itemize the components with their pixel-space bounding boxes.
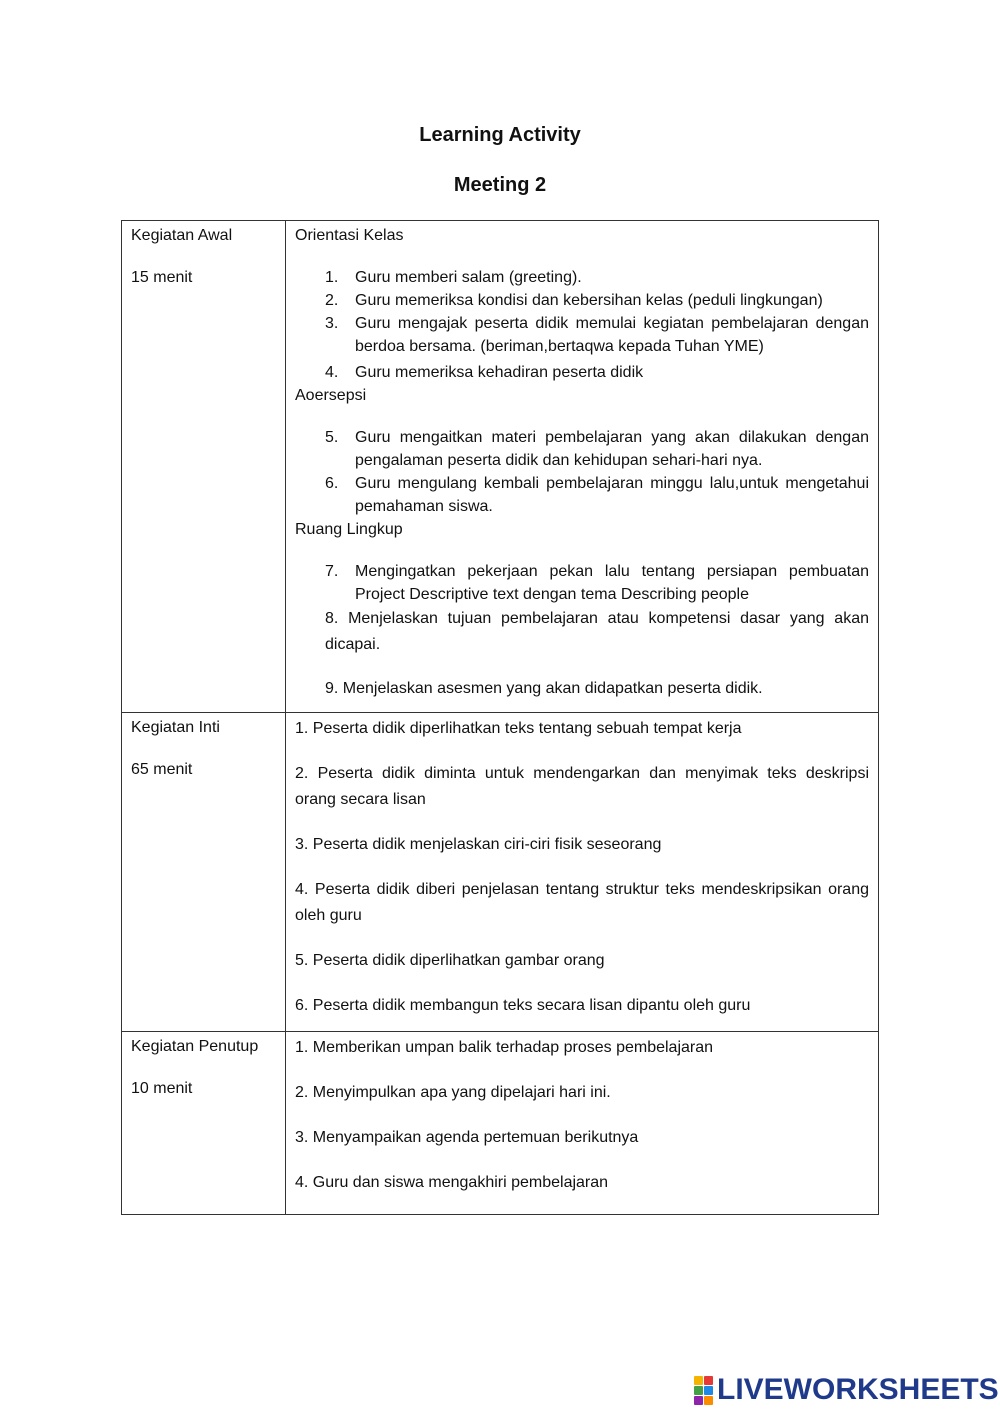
item-number: 7.: [325, 563, 339, 580]
inti-duration: 65 menit: [131, 761, 193, 778]
list-item: [295, 472, 869, 518]
inti-name: Kegiatan Inti: [131, 719, 220, 736]
ruang-heading: Ruang Lingkup: [295, 521, 403, 538]
item-number: 5.: [325, 429, 339, 446]
table-row-penutup: [122, 1032, 879, 1215]
liveworksheets-logo-icon: [694, 1376, 713, 1405]
item-text: Guru mengaitkan materi pembelajaran yang akan dilakukan dengan pengalaman peserta didik dan kehidupan sehari-hari nya.: [355, 429, 869, 469]
ruang-item-8: 8. Menjelaskan tujuan pembelajaran atau kompetensi dasar yang akan dicapai.: [325, 610, 869, 653]
activity-table: [121, 220, 879, 1215]
page-subtitle: Meeting 2: [453, 174, 547, 196]
item-text: Guru memeriksa kehadiran peserta didik: [355, 364, 644, 381]
item-text: Mengingatkan pekerjaan pekan lalu tentang persiapan pembuatan Project Descriptive text dengan tema Describing people: [355, 563, 869, 603]
table-row-inti: [122, 713, 879, 1032]
item-number: 2.: [325, 292, 339, 309]
liveworksheets-brand: LIVEWORKSHEETS: [717, 1373, 999, 1406]
list-item: 3. Peserta didik menjelaskan ciri-ciri fisik seseorang: [295, 836, 662, 853]
list-item: [295, 312, 869, 358]
item-number: 3.: [325, 315, 339, 332]
table-row-awal: [122, 221, 879, 713]
ruang-item-9: 9. Menjelaskan asesmen yang akan didapatkan peserta didik.: [325, 680, 763, 697]
list-item: 6. Peserta didik membangun teks secara lisan dipantu oleh guru: [295, 997, 751, 1014]
list-item: 1. Peserta didik diperlihatkan teks tentang sebuah tempat kerja: [295, 720, 742, 737]
item-number: 6.: [325, 475, 339, 492]
list-item: [295, 361, 869, 384]
list-item: [295, 266, 869, 289]
list-item: 2. Peserta didik diminta untuk mendengarkan dan menyimak teks deskripsi orang secara lisan: [295, 765, 869, 808]
awal-duration: 15 menit: [131, 269, 193, 286]
item-number: 4.: [325, 364, 339, 381]
apersepsi-heading: Aoersepsi: [295, 387, 367, 404]
penutup-name: Kegiatan Penutup: [131, 1038, 259, 1055]
item-text: Guru mengajak peserta didik memulai kegiatan pembelajaran dengan berdoa bersama. (beriman,bertaqwa kepada Tuhan YME): [355, 315, 869, 355]
awal-name: Kegiatan Awal: [131, 227, 233, 244]
list-item: 4. Guru dan siswa mengakhiri pembelajaran: [295, 1174, 609, 1191]
orientasi-list: [295, 266, 869, 384]
list-item: 5. Peserta didik diperlihatkan gambar orang: [295, 952, 605, 969]
orientasi-heading: Orientasi Kelas: [295, 227, 404, 244]
penutup-content-cell: [286, 1032, 879, 1215]
ruang-list: [295, 560, 869, 606]
awal-label-cell: [122, 221, 286, 713]
list-item: [295, 560, 869, 606]
list-item: 1. Memberikan umpan balik terhadap proses pembelajaran: [295, 1039, 714, 1056]
item-text: Guru memberi salam (greeting).: [355, 269, 582, 286]
awal-content-cell: [286, 221, 879, 713]
list-item: [295, 426, 869, 472]
item-text: Guru mengulang kembali pembelajaran minggu lalu,untuk mengetahui pemahaman siswa.: [355, 475, 869, 515]
list-item: 3. Menyampaikan agenda pertemuan berikutnya: [295, 1129, 639, 1146]
list-item: [295, 289, 869, 312]
inti-label-cell: [122, 713, 286, 1032]
penutup-duration: 10 menit: [131, 1080, 193, 1097]
item-text: Guru memeriksa kondisi dan kebersihan kelas (peduli lingkungan): [355, 292, 823, 309]
item-number: 1.: [325, 269, 339, 286]
apersepsi-list: [295, 426, 869, 518]
inti-content-cell: [286, 713, 879, 1032]
page-title: Learning Activity: [419, 124, 581, 146]
list-item: 2. Menyimpulkan apa yang dipelajari hari ini.: [295, 1084, 611, 1101]
penutup-label-cell: [122, 1032, 286, 1215]
list-item: 4. Peserta didik diberi penjelasan tentang struktur teks mendeskripsikan orang oleh guru: [295, 881, 869, 924]
liveworksheets-logo: [694, 1374, 999, 1406]
